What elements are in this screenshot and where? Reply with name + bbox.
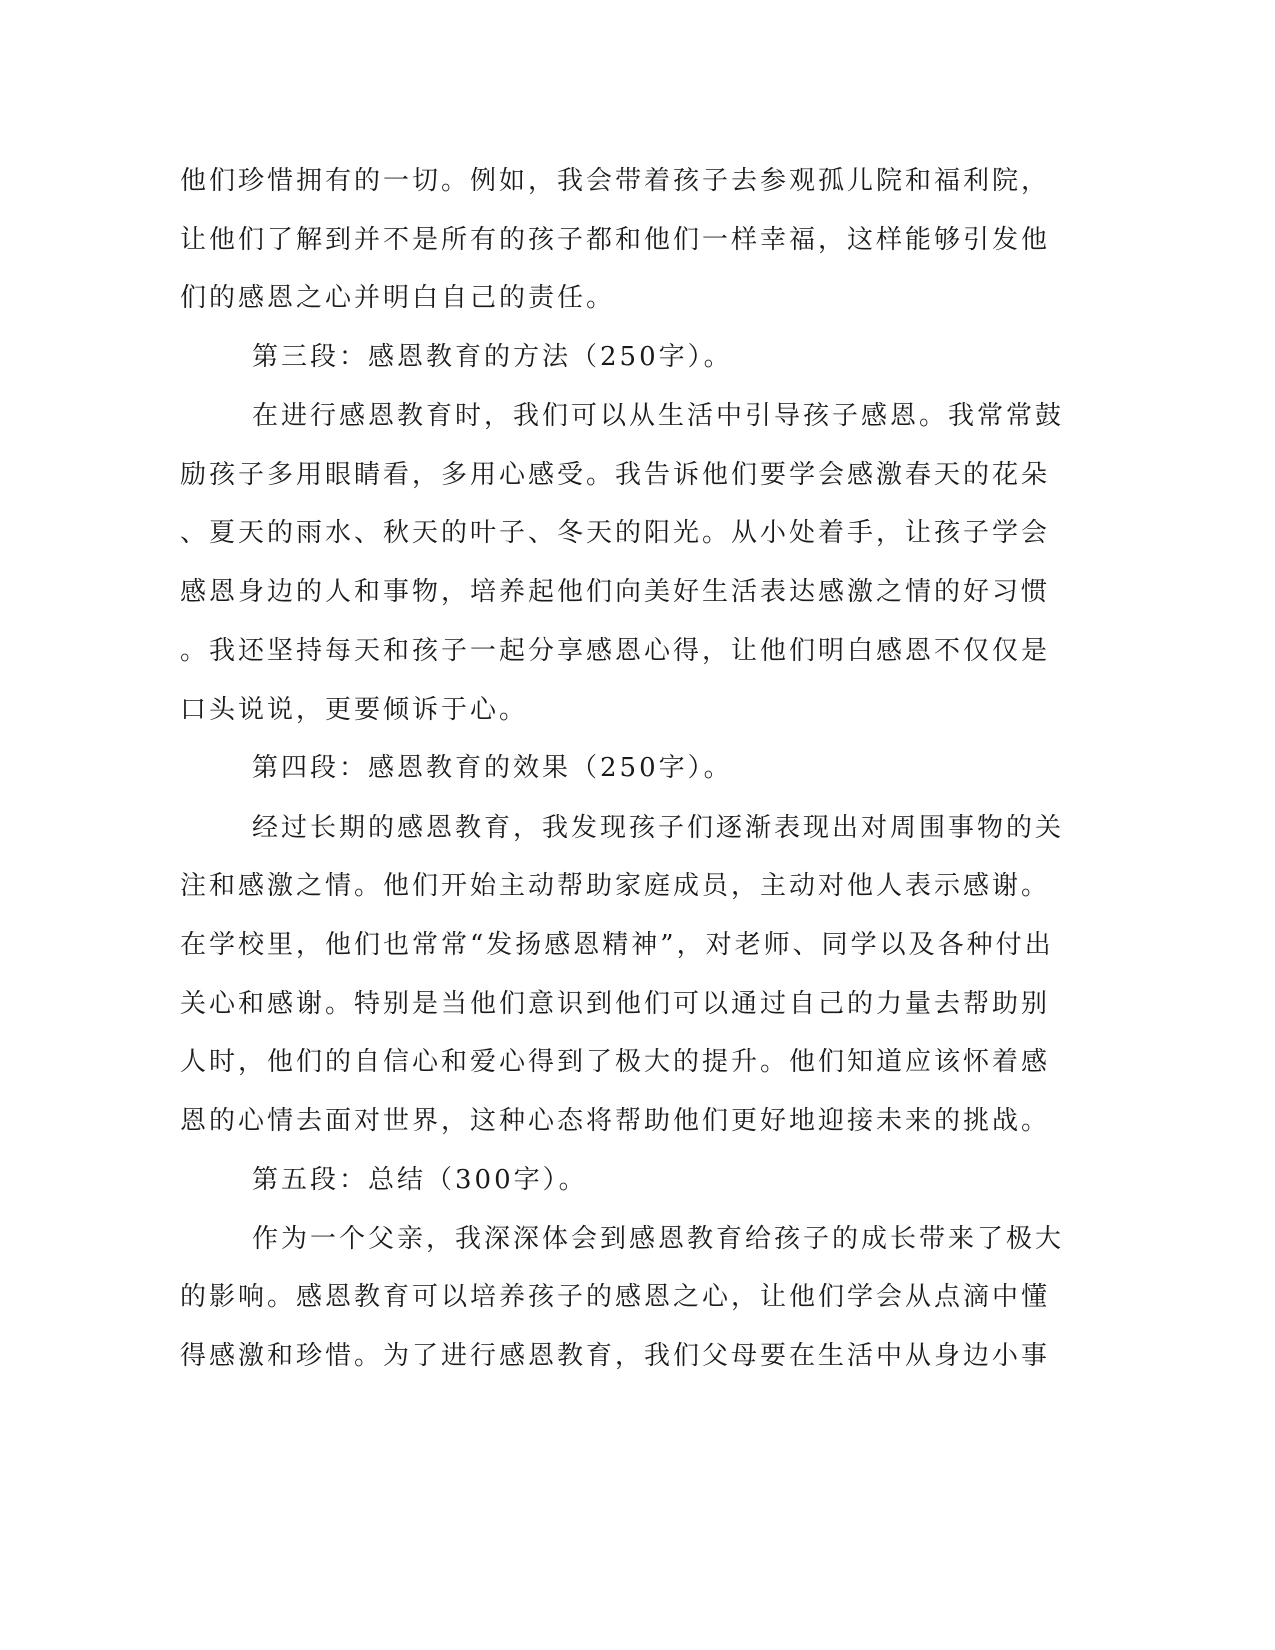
section-heading: 第四段：感恩教育的效果（250字）。 — [252, 753, 733, 783]
body-text-line: 恩的心情去面对世界，这种心态将帮助他们更好地迎接未来的挑战。 — [180, 1106, 1051, 1136]
body-text-line: 在进行感恩教育时，我们可以从生活中引导孩子感恩。我常常鼓 — [252, 401, 1065, 431]
body-text-line: 的影响。感恩教育可以培养孩子的感恩之心，让他们学会从点滴中懂 — [180, 1282, 1051, 1312]
body-text-line: 励孩子多用眼睛看，多用心感受。我告诉他们要学会感激春天的花朵 — [180, 460, 1051, 490]
body-text-line: 经过长期的感恩教育，我发现孩子们逐渐表现出对周围事物的关 — [252, 813, 1065, 843]
body-text-line: 感恩身边的人和事物，培养起他们向美好生活表达感激之情的好习惯 — [180, 577, 1051, 607]
body-text-line: 人时，他们的自信心和爱心得到了极大的提升。他们知道应该怀着感 — [180, 1047, 1051, 1077]
body-text-line: 。我还坚持每天和孩子一起分享感恩心得，让他们明白感恩不仅仅是 — [180, 636, 1051, 666]
section-heading: 第五段：总结（300字）。 — [252, 1165, 588, 1195]
body-text-line: 得感激和珍惜。为了进行感恩教育，我们父母要在生活中从身边小事 — [180, 1341, 1051, 1371]
body-text-line: 注和感激之情。他们开始主动帮助家庭成员，主动对他人表示感谢。 — [180, 871, 1051, 901]
body-text-line: 让他们了解到并不是所有的孩子都和他们一样幸福，这样能够引发他 — [180, 225, 1051, 255]
body-text-line: 作为一个父亲，我深深体会到感恩教育给孩子的成长带来了极大 — [252, 1224, 1065, 1254]
body-text-line: 关心和感谢。特别是当他们意识到他们可以通过自己的力量去帮助别 — [180, 989, 1051, 1019]
body-text-line: 在学校里，他们也常常“发扬感恩精神”，对老师、同学以及各种付出 — [180, 930, 1054, 960]
body-text-line: 们的感恩之心并明白自己的责任。 — [180, 283, 616, 313]
body-text-line: 他们珍惜拥有的一切。例如，我会带着孩子去参观孤儿院和福利院， — [180, 166, 1051, 196]
section-heading: 第三段：感恩教育的方法（250字）。 — [252, 342, 733, 372]
body-text-line: 口头说说，更要倾诉于心。 — [180, 695, 529, 725]
body-text-line: 、夏天的雨水、秋天的叶子、冬天的阳光。从小处着手，让孩子学会 — [180, 518, 1051, 548]
